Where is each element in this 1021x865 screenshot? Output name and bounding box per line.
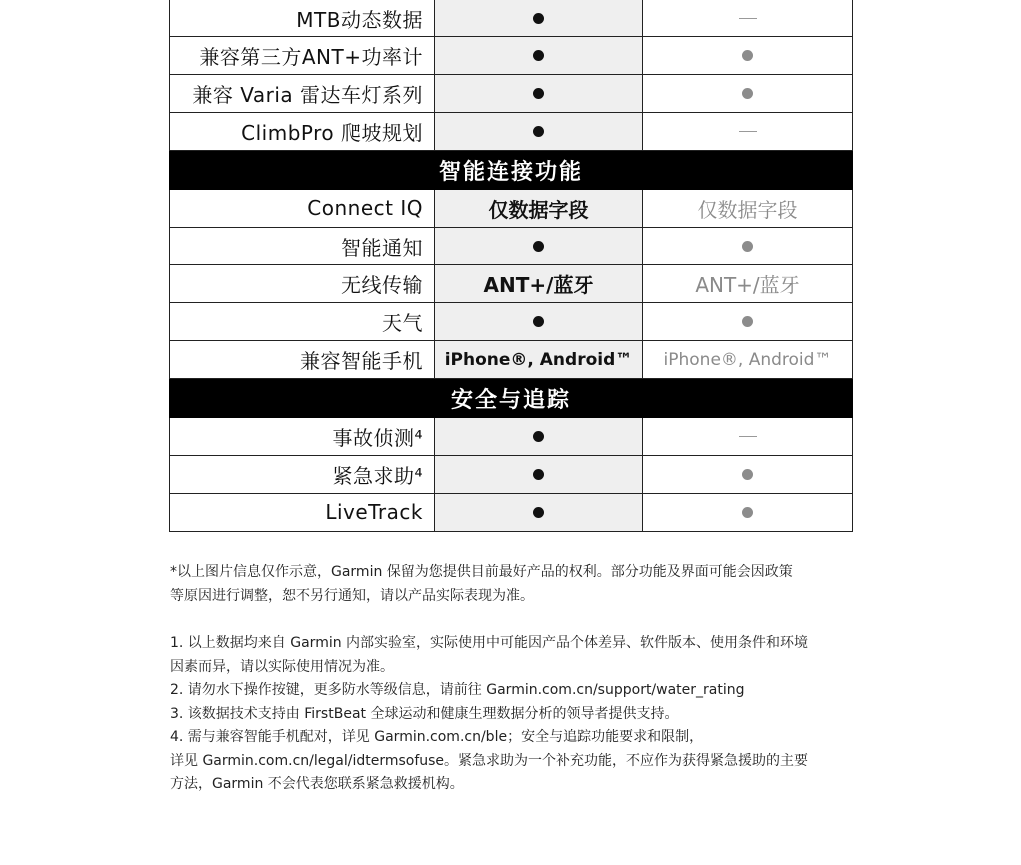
supported-dot-icon xyxy=(742,507,753,518)
supported-dot-icon xyxy=(742,50,753,61)
footnote-line: 3. 该数据技术支持由 FirstBeat 全球运动和健康生理数据分析的领导者提供支持。 xyxy=(170,705,679,722)
supported-dot-icon xyxy=(533,88,544,99)
feature-label: 事故侦测⁴ xyxy=(170,418,435,455)
cell-text: 仅数据字段 xyxy=(697,197,798,222)
feature-label: 紧急求助⁴ xyxy=(170,456,435,493)
feature-label: 兼容智能手机 xyxy=(170,341,435,378)
feature-label: ClimbPro 爬坡规划 xyxy=(170,113,435,150)
feature-label: 天气 xyxy=(170,303,435,340)
section-header-smart: 智能连接功能 xyxy=(169,151,853,190)
supported-dot-icon xyxy=(533,431,544,442)
feature-label: 智能通知 xyxy=(170,228,435,265)
table-row xyxy=(169,0,853,37)
footnote-line: 2. 请勿水下操作按键，更多防水等级信息，请前往 Garmin.com.cn/support/water_rating xyxy=(170,682,745,698)
footnote-line: 方法，Garmin 不会代表您联系紧急救援机构。 xyxy=(170,776,464,792)
table-row xyxy=(169,456,853,494)
supported-dot-icon xyxy=(742,241,753,252)
cell-text: iPhone®, Android™ xyxy=(435,341,643,378)
not-supported-dash-icon xyxy=(739,131,757,132)
supported-dot-icon xyxy=(742,316,753,327)
table-row xyxy=(169,494,853,532)
table-row xyxy=(169,265,853,303)
disclaimer-line: 等原因进行调整，恕不另行通知，请以产品实际表现为准。 xyxy=(170,587,534,604)
table-row xyxy=(169,418,853,456)
supported-dot-icon xyxy=(533,13,544,24)
supported-dot-icon xyxy=(533,469,544,480)
feature-label: Connect IQ xyxy=(170,190,435,227)
feature-comparison-table xyxy=(169,0,853,532)
supported-dot-icon xyxy=(742,88,753,99)
footnote-line: 因素而异，请以实际使用情况为准。 xyxy=(170,658,394,675)
not-supported-dash-icon xyxy=(739,18,757,19)
supported-dot-icon xyxy=(742,469,753,480)
table-row xyxy=(169,37,853,75)
cell-text: iPhone®, Android™ xyxy=(663,349,832,370)
table-row xyxy=(169,303,853,341)
disclaimer-line: *以上图片信息仅作示意，Garmin 保留为您提供目前最好产品的权利。部分功能及界面可能会因政策 xyxy=(170,564,793,580)
table-row xyxy=(169,228,853,266)
feature-label: LiveTrack xyxy=(170,494,435,531)
cell-text: ANT+/蓝牙 xyxy=(435,265,643,302)
cell-text: 仅数据字段 xyxy=(435,190,643,227)
feature-label: 兼容第三方ANT+功率计 xyxy=(170,37,435,74)
footnotes xyxy=(170,561,860,797)
footnote-line: 4. 需与兼容智能手机配对，详见 Garmin.com.cn/ble；安全与追踪功能要求和限制， xyxy=(170,729,704,745)
cell-text: ANT+/蓝牙 xyxy=(695,273,800,298)
supported-dot-icon xyxy=(533,507,544,518)
feature-label: 无线传输 xyxy=(170,265,435,302)
feature-label: MTB动态数据 xyxy=(170,0,435,36)
footnote-line: 1. 以上数据均来自 Garmin 内部实验室，实际使用中可能因产品个体差异、软件版本、使用条件和环境 xyxy=(170,635,809,651)
table-row xyxy=(169,341,853,379)
section-header-safety: 安全与追踪 xyxy=(169,379,853,418)
table-row xyxy=(169,75,853,113)
supported-dot-icon xyxy=(533,316,544,327)
table-row xyxy=(169,190,853,228)
not-supported-dash-icon xyxy=(739,436,757,437)
supported-dot-icon xyxy=(533,241,544,252)
supported-dot-icon xyxy=(533,50,544,61)
feature-label: 兼容 Varia 雷达车灯系列 xyxy=(170,75,435,112)
table-row xyxy=(169,113,853,151)
supported-dot-icon xyxy=(533,126,544,137)
footnote-line: 详见 Garmin.com.cn/legal/idtermsofuse。紧急求助为一个补充功能，不应作为获得紧急援助的主要 xyxy=(170,752,809,769)
